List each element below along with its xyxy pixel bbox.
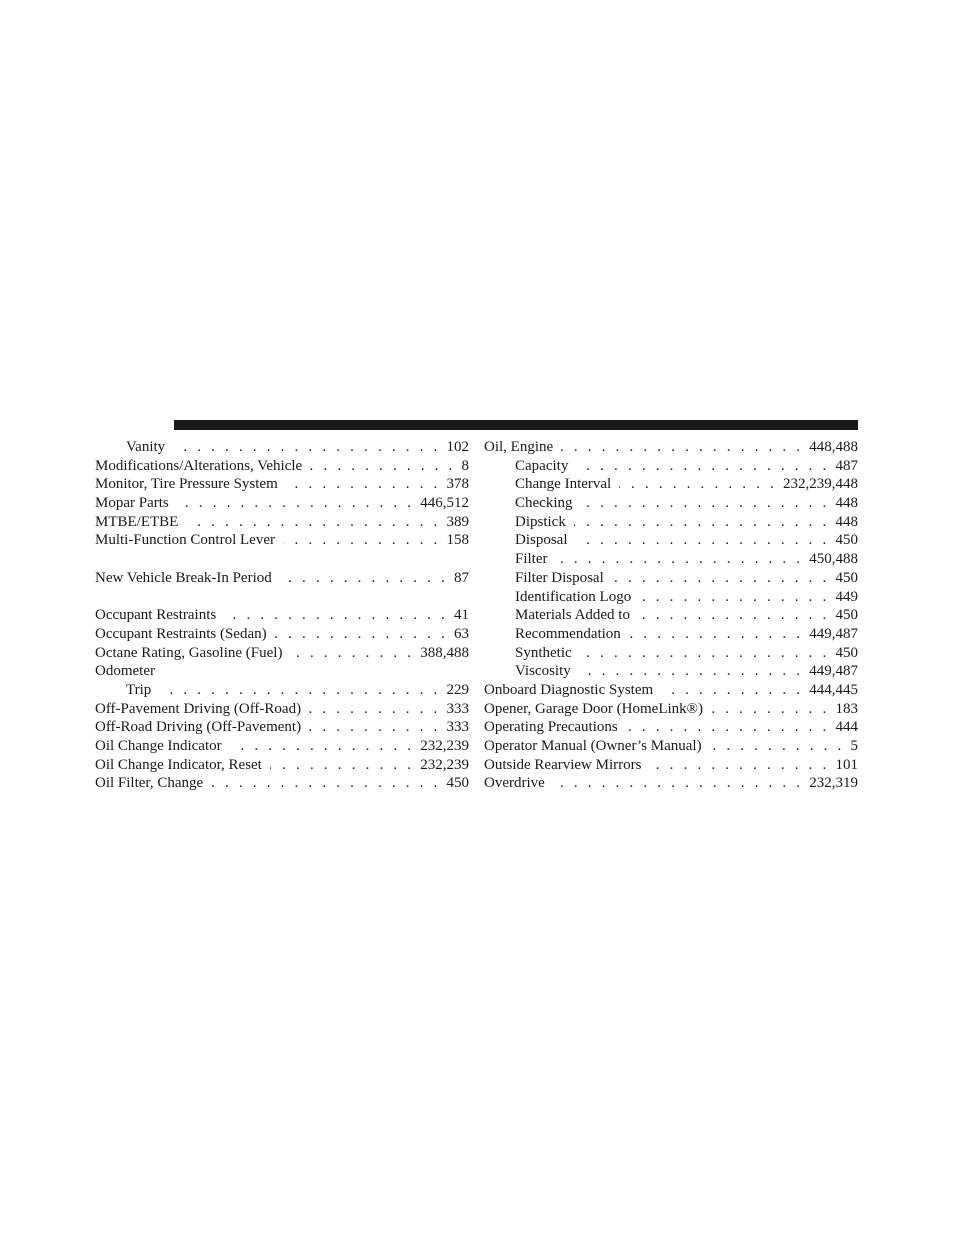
index-term: Mopar Parts xyxy=(95,495,169,512)
index-entry xyxy=(484,494,858,513)
index-term: New Vehicle Break-In Period xyxy=(95,569,272,586)
leader-dots xyxy=(711,700,829,719)
index-page: 444,445 xyxy=(809,681,858,698)
section-gap xyxy=(95,588,469,607)
index-term: Opener, Garage Door (HomeLink®) xyxy=(484,700,704,717)
index-entry xyxy=(484,569,858,588)
leader-dots xyxy=(230,737,415,756)
index-entry xyxy=(484,756,858,775)
index-term: Filter Disposal xyxy=(515,569,604,586)
index-entry xyxy=(484,718,858,737)
index-term: Octane Rating, Gasoline (Fuel) xyxy=(95,644,283,661)
index-page: 41 xyxy=(454,607,469,624)
index-page: 232,239 xyxy=(420,756,469,773)
index-term: Filter xyxy=(515,551,548,568)
index-page: 450 xyxy=(835,569,858,586)
index-page: 333 xyxy=(446,700,469,717)
leader-dots xyxy=(612,569,830,588)
index-page: 87 xyxy=(454,569,469,586)
index-entry xyxy=(95,625,469,644)
index-page: 449 xyxy=(835,588,858,605)
index-page: 232,239 xyxy=(420,738,469,754)
leader-dots xyxy=(629,625,803,644)
index-page: 450,488 xyxy=(809,551,858,568)
index-page: 232,239,448 xyxy=(783,476,858,493)
index-entry xyxy=(484,681,858,700)
section-gap xyxy=(95,550,469,569)
index-entry xyxy=(95,681,469,700)
index-entry xyxy=(95,531,469,550)
index-page: 333 xyxy=(446,719,469,736)
index-heading xyxy=(95,662,469,681)
leader-dots xyxy=(638,606,830,625)
index-term: Trip xyxy=(126,681,152,698)
leader-dots xyxy=(661,681,803,700)
leader-dots xyxy=(574,513,830,532)
index-entry xyxy=(484,457,858,476)
index-entry xyxy=(484,662,858,681)
index-term: MTBE/ETBE xyxy=(95,513,179,530)
index-entry xyxy=(95,700,469,719)
index-term: Overdrive xyxy=(484,775,545,792)
leader-dots xyxy=(173,438,440,457)
index-term: Disposal xyxy=(515,532,568,549)
index-entry xyxy=(484,588,858,607)
index-entry xyxy=(95,513,469,532)
index-term: Change Interval xyxy=(515,476,612,493)
leader-dots xyxy=(576,531,830,550)
index-page: 378 xyxy=(446,476,469,493)
index-term: Identification Logo xyxy=(515,588,632,605)
leader-dots xyxy=(579,662,803,681)
index-page: 450 xyxy=(446,775,469,792)
index-term: Vanity xyxy=(126,439,166,455)
leader-dots xyxy=(581,494,830,513)
index-page: 446,512 xyxy=(420,495,469,512)
index-page: 183 xyxy=(835,700,858,717)
leader-dots xyxy=(576,457,829,476)
index-entry xyxy=(484,625,858,644)
leader-dots xyxy=(710,737,845,756)
index-column-left xyxy=(95,438,469,793)
index-term: Recommendation xyxy=(515,625,621,642)
index-page: 388,488 xyxy=(420,644,469,661)
index-term: Odometer xyxy=(95,663,155,680)
index-term: Onboard Diagnostic System xyxy=(484,681,654,698)
index-page: 158 xyxy=(446,532,469,549)
index-term: Off-Road Driving (Off-Pavement) xyxy=(95,719,302,736)
leader-dots xyxy=(310,457,455,476)
index-term: Capacity xyxy=(515,457,569,474)
leader-dots xyxy=(309,700,440,719)
index-page: 449,487 xyxy=(809,663,858,680)
leader-dots xyxy=(186,513,440,532)
index-term: Outside Rearview Mirrors xyxy=(484,756,642,773)
index-term: Occupant Restraints (Sedan) xyxy=(95,625,267,642)
index-page: 448 xyxy=(835,495,858,512)
index-term: Synthetic xyxy=(515,644,572,661)
index-term: Oil, Engine xyxy=(484,439,554,455)
index-entry xyxy=(484,550,858,569)
index-page: 232,319 xyxy=(809,775,858,792)
index-entry xyxy=(95,569,469,588)
leader-dots xyxy=(649,756,829,775)
index-term: Checking xyxy=(515,495,573,512)
index-column-right xyxy=(484,438,858,793)
index-page: 63 xyxy=(454,625,469,642)
index-page: 450 xyxy=(835,532,858,549)
index-page: 450 xyxy=(835,607,858,624)
leader-dots xyxy=(283,531,441,550)
leader-dots xyxy=(561,438,803,457)
header-rule xyxy=(174,420,858,430)
leader-dots xyxy=(211,774,440,793)
index-term: Oil Change Indicator, Reset xyxy=(95,756,262,773)
index-term: Modifications/Alterations, Vehicle xyxy=(95,457,303,474)
index-term: Materials Added to xyxy=(515,607,630,624)
index-page: 448 xyxy=(835,513,858,530)
index-entry xyxy=(484,438,858,457)
leader-dots xyxy=(270,756,414,775)
index-term: Oil Change Indicator xyxy=(95,738,222,754)
leader-dots xyxy=(626,718,830,737)
index-entry xyxy=(484,513,858,532)
index-term: Dipstick xyxy=(515,513,566,530)
index-term: Operator Manual (Owner’s Manual) xyxy=(484,738,702,754)
index-entry xyxy=(95,606,469,625)
index-term: Viscosity xyxy=(515,663,571,680)
index-term: Operating Precautions xyxy=(484,719,618,736)
leader-dots xyxy=(275,625,448,644)
leader-dots xyxy=(280,569,448,588)
leader-dots xyxy=(639,588,829,607)
index-term: Occupant Restraints xyxy=(95,607,217,624)
index-page: 389 xyxy=(446,513,469,530)
index-entry xyxy=(95,718,469,737)
index-page: 487 xyxy=(835,457,858,474)
leader-dots xyxy=(580,644,830,663)
leader-dots xyxy=(224,606,448,625)
index-term: Oil Filter, Change xyxy=(95,775,204,792)
index-term: Monitor, Tire Pressure System xyxy=(95,476,278,493)
index-page: 229 xyxy=(446,681,469,698)
index-entry xyxy=(95,475,469,494)
index-page: 5 xyxy=(850,738,858,754)
index-entry xyxy=(484,700,858,719)
index-entry xyxy=(95,494,469,513)
leader-dots xyxy=(556,550,804,569)
index-page: 8 xyxy=(461,457,469,474)
index-page: 101 xyxy=(835,756,858,773)
leader-dots xyxy=(309,718,440,737)
leader-dots xyxy=(290,644,414,663)
index-entry xyxy=(95,457,469,476)
index-entry xyxy=(95,756,469,775)
leader-dots xyxy=(619,475,777,494)
index-page: 448,488 xyxy=(809,439,858,455)
index-entry xyxy=(484,531,858,550)
index-page: 444 xyxy=(835,719,858,736)
index-entry xyxy=(95,438,469,457)
index-entry xyxy=(484,644,858,663)
index-term: Off-Pavement Driving (Off-Road) xyxy=(95,700,302,717)
leader-dots xyxy=(159,681,440,700)
index-entry xyxy=(95,644,469,663)
index-page: 449,487 xyxy=(809,625,858,642)
leader-dots xyxy=(177,494,415,513)
index-entry xyxy=(484,475,858,494)
index-entry xyxy=(484,606,858,625)
index-entry xyxy=(95,774,469,793)
index-entry xyxy=(484,737,858,756)
index-page: 102 xyxy=(446,439,469,455)
index-entry xyxy=(484,774,858,793)
leader-dots xyxy=(286,475,441,494)
index-entry xyxy=(95,737,469,756)
leader-dots xyxy=(553,774,803,793)
index-term: Multi-Function Control Lever xyxy=(95,532,275,549)
index-page: 450 xyxy=(835,644,858,661)
